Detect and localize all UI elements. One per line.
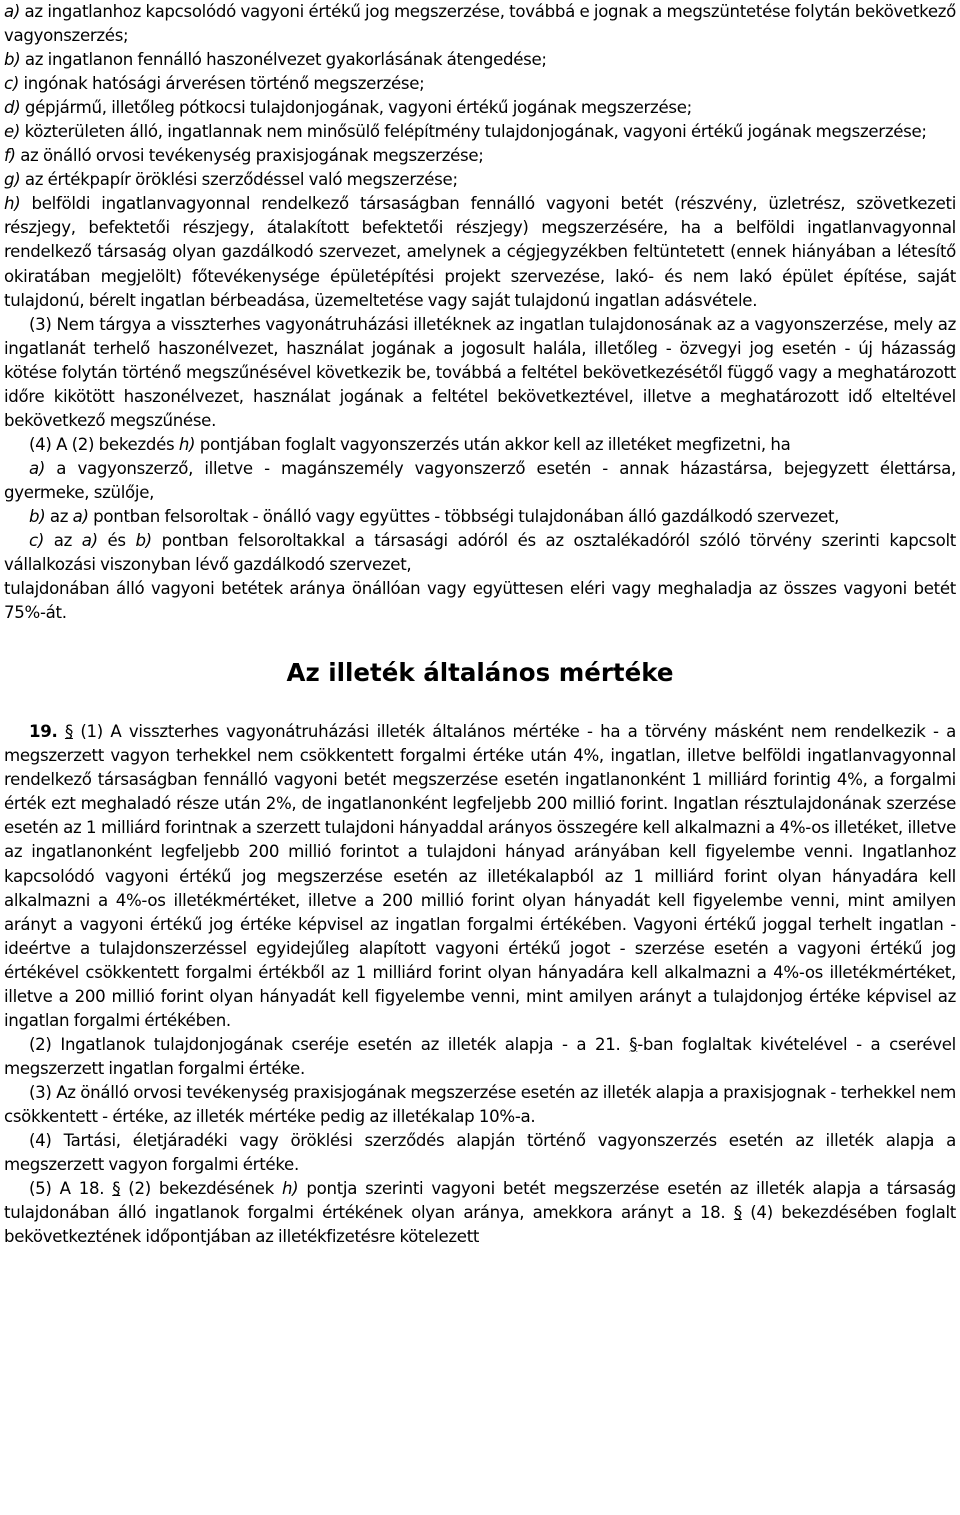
point-letter: b) (4, 50, 21, 70)
point-ref: h) (281, 1179, 299, 1199)
paragraph-4-point-b: b) az a) pontban felsoroltak - önálló vagy együttes - többségi tulajdonában álló gazdálkodó szervezet, (29, 506, 840, 526)
article-19-paragraph-2: (2) Ingatlanok tulajdonjogának cseréje esetén az illeték alapja - a 21. §-ban foglaltak kivételével - a cserével megszerzett ingatlan forgalmi értéke. (4, 1034, 956, 1078)
point-letter: a) (4, 2, 21, 21)
section-heading: Az illeték általános mértéke (286, 658, 674, 688)
paragraph-3: (3) Nem tárgya a visszterhes vagyonátruházási illetéknek az ingatlan tulajdonosának az a vagyonszerzése, mely az ingatlanát terhelő haszonélvezet, használat jogának a jogosult halála, illetőleg - özvegyi jog esetén - új házasság kötése folytán történő megszűnésével következik be, továbbá a feltétel bekövetkezésétől függő vagy a meghatározott időre kikötött haszonélvezet, használat jogának a feltétel bekövetkeztével, illetve a meghatározott idő elteltével bekövetkező megszűnése. (4, 314, 956, 430)
list-item-text: gépjármű, illetőleg pótkocsi tulajdonjogának, vagyoni értékű jogának megszerzése; (20, 98, 692, 118)
list-item-text: az ingatlanon fennálló haszonélvezet gyakorlásának átengedése; (20, 50, 547, 70)
list-item-text: az ingatlanhoz kapcsolódó vagyoni értékű jog megszerzése, továbbá e jognak a megszüntetése folytán bekövetkező vagyonszerzés; (4, 2, 956, 46)
paragraph-4-closing: tulajdonában álló vagyoni betétek aránya önállóan vagy együttesen eléri vagy meghaladja az összes vagyoni betét 75%-át. (4, 579, 956, 623)
article-19-paragraph-1: 19. § (1) A visszterhes vagyonátruházási illeték általános mértéke - ha a törvény másként nem rendelkezik - a megszerzett vagyon terhekkel nem csökkentett forgalmi értéke után 4%, ingatlan, illetve belföldi ingatlanvagyonnal rendelkező társaságban fennálló vagyoni betét megszerzése esetén ingatlanonként 1 milliárd forintig 4%, a forgalmi érték ezt meghaladó része után 2%, de ingatlanonként legfeljebb 200 millió forint. Ingatlan résztulajdonának szerzése esetén az 1 milliárd forintnak a szerzett tulajdoni hányaddal arányos összegére kell alkalmazni a 4%-os illetéket, illetve az ingatlanonként legfeljebb 200 millió forintot a tulajdoni hányad arányában kell figyelembe venni. Ingatlanhoz kapcsolódó vagyoni értékű jog megszerzése esetén az illetékalapból az 1 milliárd forint olyan hányadára kell alkalmazni a 4%-os illetékmértéket, illetve a 200 millió forint olyan hányadát kell figyelembe venni, mint amilyen arányt a vagyoni értékű jog értéke képvisel az ingatlan forgalmi értékében. Vagyoni értékű joggal terhelt ingatlan - ideértve a tulajdonszerzéssel egyidejűleg alapított vagyoni értékű jogot - szerzése esetén a vagyoni értékű jog értékével csökkentett forgalmi értékből az 1 milliárd forint olyan hányadára kell alkalmazni a 4%-os illetékmértéket, illetve a 200 millió forint olyan hányadát kell figyelembe venni, mint amilyen arányt a tulajdonjog értéke képvisel az ingatlan forgalmi értékében. (4, 722, 956, 1030)
list-item (4, 96, 956, 120)
list-item-text: közterületen álló, ingatlannak nem minősülő felépítmény tulajdonjogának, vagyoni értékű jogának megszerzése; (20, 122, 927, 142)
point-ref: h) (178, 434, 196, 454)
article-19-paragraph-5: (5) A 18. § (2) bekezdésének h) pontja szerinti vagyoni betét megszerzése esetén az illeték alapja a társaság tulajdonában álló ingatlanok forgalmi értékének olyan aránya, amekkora arányt a 18. § (4) bekezdésében foglalt bekövetkeztének időpontjában az illetékfizetésre kötelezett (4, 1179, 956, 1247)
paragraph-4-point-a: a) a vagyonszerző, illetve - magánszemély vagyonszerző esetén - annak házastársa, bejegyzett élettársa, gyermeke, szülője, (4, 458, 956, 502)
list-item (4, 144, 956, 168)
article-number: 19. (29, 722, 58, 742)
point-ref: a) (72, 506, 89, 526)
point-letter: c) (4, 74, 19, 94)
point-ref: b) (135, 531, 152, 551)
section-sign: § (64, 722, 73, 742)
list-item (4, 120, 956, 144)
article-19-paragraph-4: (4) Tartási, életjáradéki vagy öröklési szerződés alapján történő vagyonszerzés esetén az illeték alapja a megszerzett vagyon forgalmi értéke. (4, 1131, 956, 1175)
section-sign: § (112, 1179, 121, 1199)
list-item (4, 0, 956, 48)
list-item (4, 192, 956, 312)
point-letter: c) (29, 531, 44, 551)
point-letter: a) (29, 458, 46, 478)
subsection-list (4, 0, 956, 313)
paragraph-4-intro: (4) A (2) bekezdés h) pontjában foglalt vagyonszerzés után akkor kell az illetéket megfizetni, ha (29, 434, 791, 454)
article-19-paragraph-3: (3) Az önálló orvosi tevékenység praxisjogának megszerzése esetén az illeték alapja a praxisjognak - terhekkel nem csökkentett - értéke, az illeték mértéke pedig az illetékalap 10%-a. (4, 1082, 956, 1126)
list-item (4, 48, 956, 72)
point-letter: f) (4, 146, 16, 166)
point-letter: e) (4, 122, 21, 142)
list-item (4, 72, 956, 96)
list-item-text: ingónak hatósági árverésen történő megszerzése; (19, 74, 425, 94)
point-letter: g) (4, 170, 21, 190)
section-sign: § (629, 1034, 638, 1054)
point-letter: b) (29, 506, 46, 526)
document-page (4, 0, 956, 1249)
point-letter: d) (4, 98, 21, 118)
paragraph-4-point-c: c) az a) és b) pontban felsoroltakkal a társasági adóról és az osztalékadóról szóló törvény szerinti kapcsolt vállalkozási viszonyban lévő gazdálkodó szervezet, (4, 531, 956, 575)
list-item-text: az önálló orvosi tevékenység praxisjogának megszerzése; (15, 146, 484, 166)
list-item (4, 168, 956, 192)
point-letter: h) (4, 194, 21, 214)
point-ref: a) (81, 531, 98, 551)
section-sign: § (733, 1203, 742, 1223)
list-item-text: belföldi ingatlanvagyonnal rendelkező társaságban fennálló vagyoni betét (részvény, üzletrész, szövetkezeti részjegy, befektetői részjegy, átalakított befektetői részjegy) megszerzésére, ha a belföldi ingatlanvagyonnal rendelkező társaság olyan gazdálkodó szervezet, amelynek a cégjegyzékben feltüntetett (ennek hiányában a létesítő okiratában megjelölt) főtevékenysége épületépítési projekt szervezése, lakó- és nem lakó épület építése, saját tulajdonú, bérelt ingatlan bérbeadása, üzemeltetése vagy saját tulajdonú ingatlan adásvétele. (4, 194, 956, 310)
list-item-text: az értékpapír öröklési szerződéssel való megszerzése; (20, 170, 458, 190)
